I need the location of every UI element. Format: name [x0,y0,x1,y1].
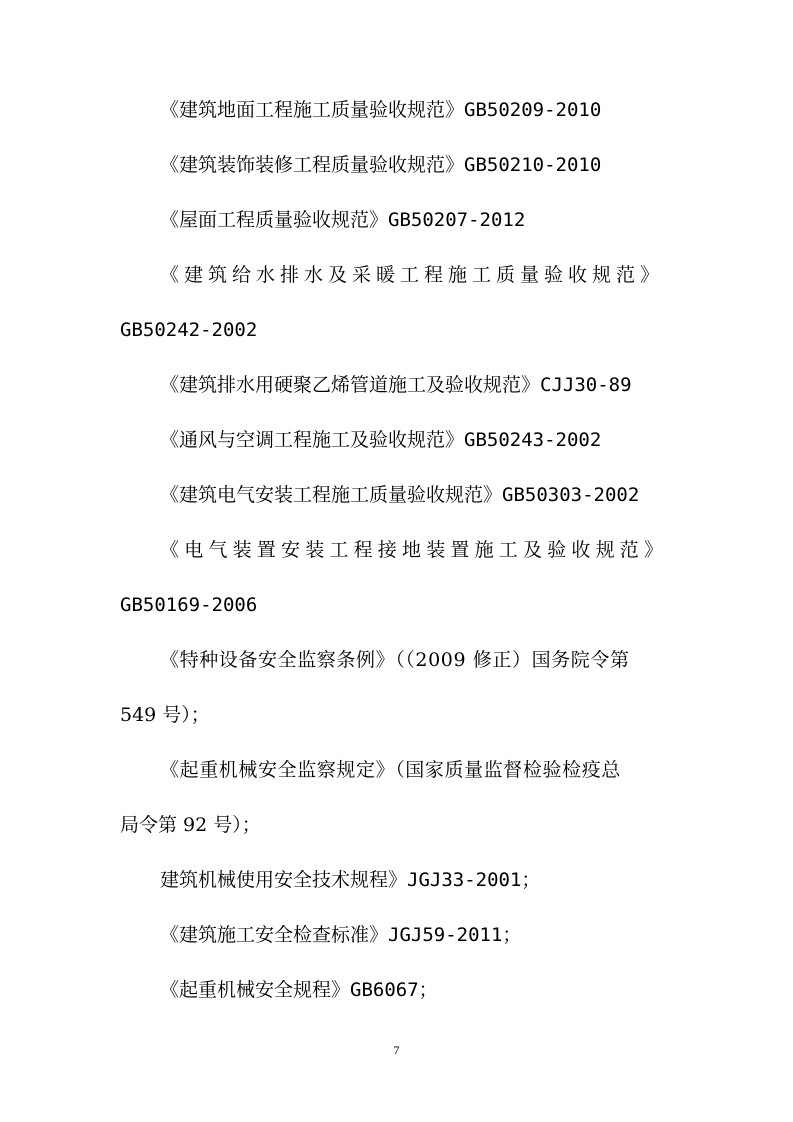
text-line: 《建筑施工安全检查标准》JGJ59-2011； [160,924,522,946]
text-line: 《通风与空调工程施工及验收规范》GB50243-2002 [160,429,602,451]
text-line: 《建筑给水排水及采暖工程施工质量验收规范》 [160,264,665,286]
text-line: GB50169-2006 [120,594,258,616]
text-line: 局令第 92 号）； [120,814,261,836]
text-line: 《建筑装饰装修工程质量验收规范》GB50210-2010 [160,154,602,176]
text-line: 《屋面工程质量验收规范》GB50207-2012 [160,209,526,231]
text-line: 《电气装置安装工程接地装置施工及验收规范》 [160,539,669,561]
text-line: 《建筑排水用硬聚乙烯管道施工及验收规范》CJJ30-89 [160,374,632,396]
text-line: 《起重机械安全监察规定》（国家质量监督检验检疫总 [160,759,621,781]
text-line: 549 号）； [120,704,210,726]
page-number: 7 [393,1043,400,1057]
text-line: 建筑机械使用安全技术规程》JGJ33-2001； [160,869,541,891]
text-line: 《建筑地面工程施工质量验收规范》GB50209-2010 [160,99,602,121]
text-line: 《起重机械安全规程》GB6067； [160,979,438,1001]
text-line: 《特种设备安全监察条例》（（2009 修正）国务院令第 [160,649,630,671]
text-line: 《建筑电气安装工程施工质量验收规范》GB50303-2002 [160,484,640,506]
text-line: GB50242-2002 [120,319,258,341]
